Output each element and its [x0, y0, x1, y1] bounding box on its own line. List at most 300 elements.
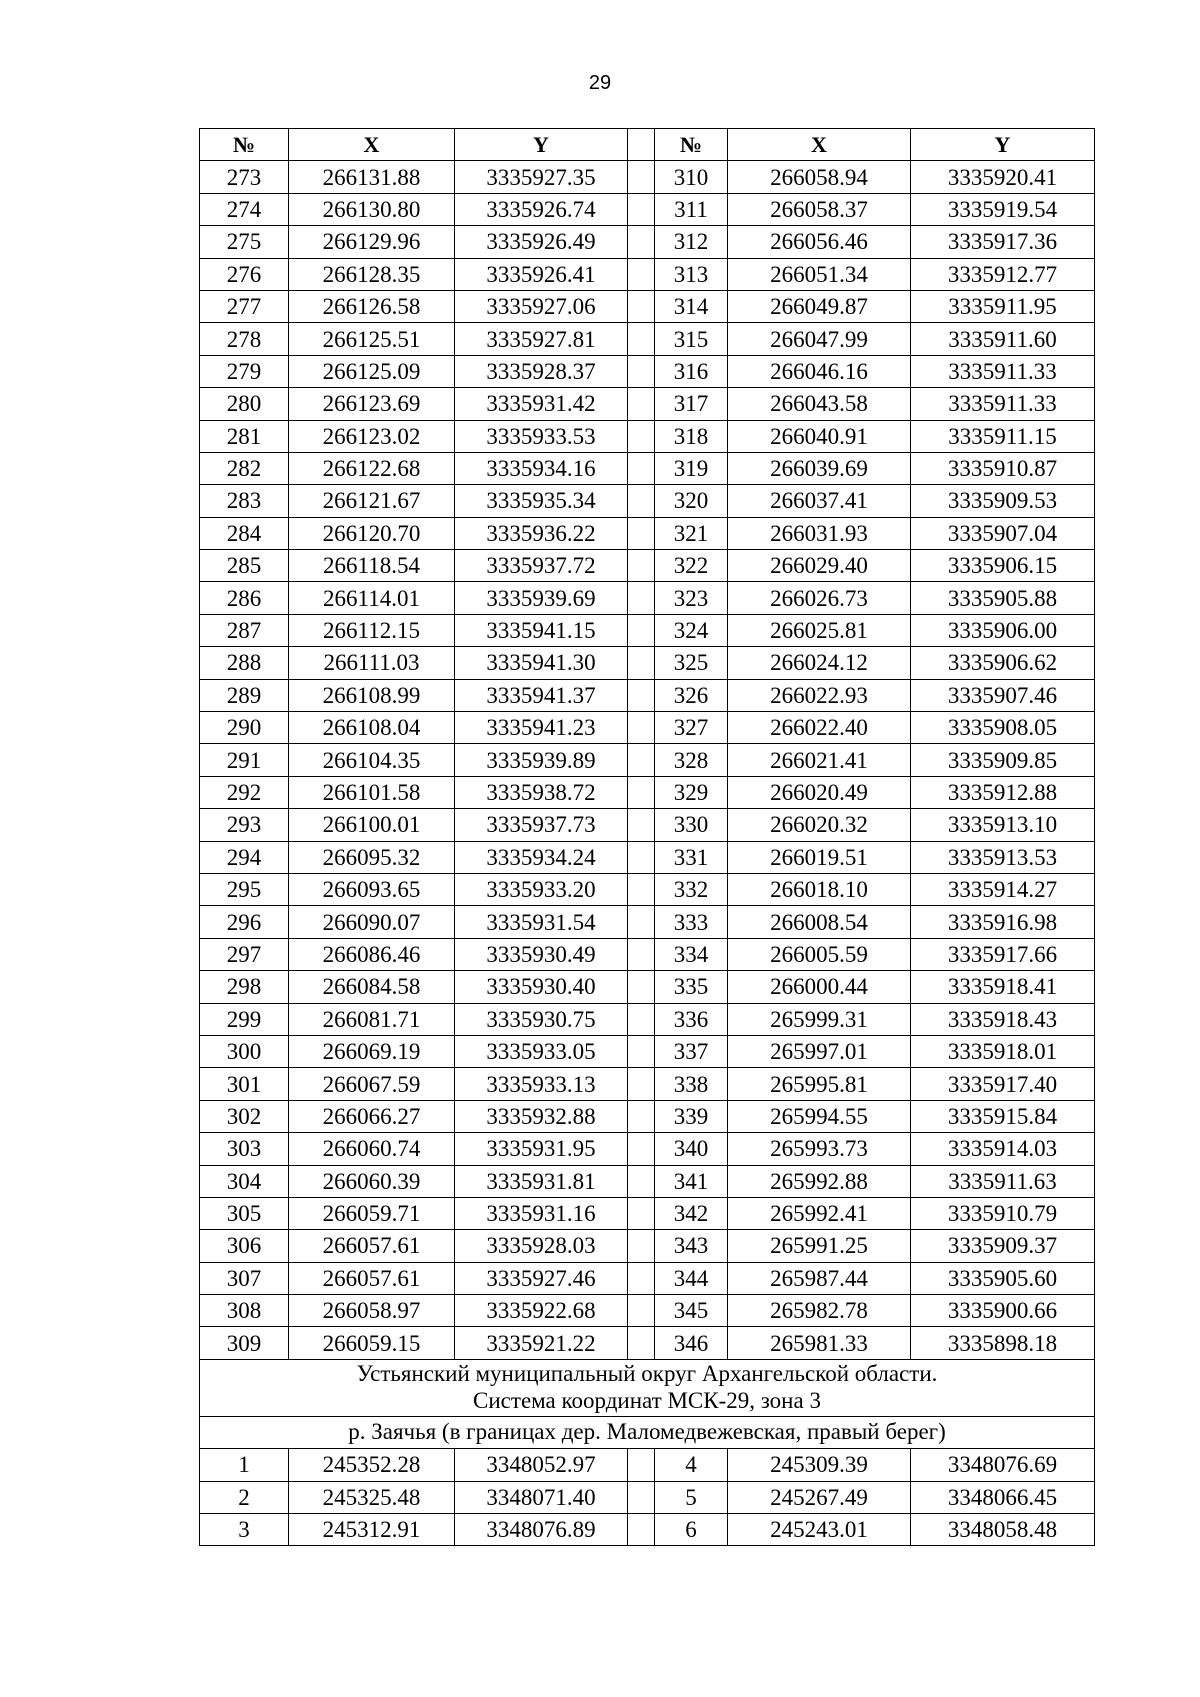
point-num-right: 315: [655, 323, 728, 355]
point-num-left: 303: [200, 1133, 289, 1165]
y-right: 3335917.36: [911, 226, 1095, 258]
point-num-right: 330: [655, 809, 728, 841]
x-left: 266123.02: [289, 420, 455, 452]
point-num-right: 335: [655, 971, 728, 1003]
header-num-right: №: [655, 129, 728, 161]
header-x-left: X: [289, 129, 455, 161]
point-num-left: 305: [200, 1197, 289, 1229]
gap-cell: [628, 1100, 655, 1132]
x-left: 266123.69: [289, 388, 455, 420]
y-right: 3335918.43: [911, 1003, 1095, 1035]
x-left: 266057.61: [289, 1230, 455, 1262]
gap-cell: [628, 323, 655, 355]
section-row: [200, 1359, 1095, 1416]
x-right: 266056.46: [728, 226, 911, 258]
second-rows: [200, 1449, 1095, 1546]
y-right: 3335907.04: [911, 517, 1095, 549]
table-row: [200, 1068, 1095, 1100]
point-num-right: 325: [655, 647, 728, 679]
main-rows: [200, 161, 1095, 1359]
point-num-right: 321: [655, 517, 728, 549]
table-row: [200, 161, 1095, 193]
gap-cell: [628, 1295, 655, 1327]
x-left: 266069.19: [289, 1035, 455, 1067]
point-num-left: 279: [200, 355, 289, 387]
point-num-right: 328: [655, 744, 728, 776]
x-left: 266060.74: [289, 1133, 455, 1165]
point-num-right: 316: [655, 355, 728, 387]
y-left: 3335933.05: [455, 1035, 628, 1067]
y-left: 3335933.53: [455, 420, 628, 452]
y-right: 3335911.60: [911, 323, 1095, 355]
point-num-left: 301: [200, 1068, 289, 1100]
x-right: 265999.31: [728, 1003, 911, 1035]
y-left: 3335939.69: [455, 582, 628, 614]
point-num-left: 288: [200, 647, 289, 679]
y-right: 3335906.00: [911, 614, 1095, 646]
x-right: 265982.78: [728, 1295, 911, 1327]
x-right: 266049.87: [728, 290, 911, 322]
point-num-left: 2: [200, 1481, 289, 1513]
table-row: [200, 776, 1095, 808]
x-right: 266000.44: [728, 971, 911, 1003]
gap-cell: [628, 1449, 655, 1481]
x-right: 266043.58: [728, 388, 911, 420]
x-right: 266058.94: [728, 161, 911, 193]
gap-cell: [628, 226, 655, 258]
x-left: 266095.32: [289, 841, 455, 873]
x-left: 245352.28: [289, 1449, 455, 1481]
point-num-left: 286: [200, 582, 289, 614]
gap-cell: [628, 809, 655, 841]
x-right: 266026.73: [728, 582, 911, 614]
y-left: 3335928.03: [455, 1230, 628, 1262]
table-row: [200, 1481, 1095, 1513]
point-num-left: 298: [200, 971, 289, 1003]
y-left: 3335932.88: [455, 1100, 628, 1132]
table-row: [200, 873, 1095, 905]
gap-cell: [628, 420, 655, 452]
x-right: 266021.41: [728, 744, 911, 776]
table-row: [200, 388, 1095, 420]
y-right: 3335917.66: [911, 938, 1095, 970]
gap-cell: [628, 193, 655, 225]
y-left: 3335941.23: [455, 712, 628, 744]
x-right: 266047.99: [728, 323, 911, 355]
section-title-line2: Система координат МСК-29, зона 3: [473, 1387, 821, 1413]
table-row: [200, 1327, 1095, 1359]
x-right: 265993.73: [728, 1133, 911, 1165]
x-right: 265995.81: [728, 1068, 911, 1100]
point-num-right: 324: [655, 614, 728, 646]
table-row: [200, 1100, 1095, 1132]
gap-cell: [628, 614, 655, 646]
gap-cell: [628, 1165, 655, 1197]
y-left: 3348071.40: [455, 1481, 628, 1513]
gap-cell: [628, 971, 655, 1003]
y-left: 3335931.54: [455, 906, 628, 938]
point-num-right: 338: [655, 1068, 728, 1100]
y-left: 3335931.95: [455, 1133, 628, 1165]
x-left: 266118.54: [289, 550, 455, 582]
y-right: 3335898.18: [911, 1327, 1095, 1359]
point-num-left: 284: [200, 517, 289, 549]
point-num-left: 306: [200, 1230, 289, 1262]
table-row: [200, 452, 1095, 484]
x-left: 266126.58: [289, 290, 455, 322]
point-num-right: 327: [655, 712, 728, 744]
x-right: 266022.40: [728, 712, 911, 744]
gap-cell: [628, 355, 655, 387]
table-row: [200, 517, 1095, 549]
y-right: 3335905.88: [911, 582, 1095, 614]
gap-cell: [628, 485, 655, 517]
gap-cell: [628, 1514, 655, 1546]
table-row: [200, 226, 1095, 258]
x-right: 265992.88: [728, 1165, 911, 1197]
x-right: 266018.10: [728, 873, 911, 905]
y-left: 3348052.97: [455, 1449, 628, 1481]
y-left: 3335927.06: [455, 290, 628, 322]
point-num-right: 329: [655, 776, 728, 808]
point-num-left: 1: [200, 1449, 289, 1481]
y-right: 3335908.05: [911, 712, 1095, 744]
gap-cell: [628, 679, 655, 711]
point-num-right: 319: [655, 452, 728, 484]
y-left: 3335926.41: [455, 258, 628, 290]
point-num-right: 312: [655, 226, 728, 258]
point-num-right: 346: [655, 1327, 728, 1359]
gap-cell: [628, 712, 655, 744]
point-num-left: 304: [200, 1165, 289, 1197]
y-right: 3335918.01: [911, 1035, 1095, 1067]
x-left: 266093.65: [289, 873, 455, 905]
table-row: [200, 582, 1095, 614]
y-left: 3335933.13: [455, 1068, 628, 1100]
y-left: 3335938.72: [455, 776, 628, 808]
x-right: 266037.41: [728, 485, 911, 517]
table-row: [200, 323, 1095, 355]
point-num-left: 290: [200, 712, 289, 744]
x-left: 266084.58: [289, 971, 455, 1003]
header-y-right: Y: [911, 129, 1095, 161]
gap-cell: [628, 776, 655, 808]
table-row: [200, 1295, 1095, 1327]
y-right: 3335911.33: [911, 388, 1095, 420]
table-row: [200, 679, 1095, 711]
y-left: 3335926.74: [455, 193, 628, 225]
x-left: 266128.35: [289, 258, 455, 290]
point-num-right: 336: [655, 1003, 728, 1035]
y-right: 3335906.15: [911, 550, 1095, 582]
y-right: 3335909.85: [911, 744, 1095, 776]
y-left: 3335928.37: [455, 355, 628, 387]
x-left: 266130.80: [289, 193, 455, 225]
point-num-right: 331: [655, 841, 728, 873]
header-y-left: Y: [455, 129, 628, 161]
x-left: 266108.04: [289, 712, 455, 744]
y-right: 3335913.10: [911, 809, 1095, 841]
y-left: 3335931.81: [455, 1165, 628, 1197]
y-left: 3335926.49: [455, 226, 628, 258]
point-num-right: 334: [655, 938, 728, 970]
point-num-left: 280: [200, 388, 289, 420]
point-num-left: 293: [200, 809, 289, 841]
y-left: 3335927.46: [455, 1262, 628, 1294]
table-row: [200, 1165, 1095, 1197]
x-left: 245325.48: [289, 1481, 455, 1513]
y-left: 3335941.15: [455, 614, 628, 646]
x-right: 265981.33: [728, 1327, 911, 1359]
point-num-right: 344: [655, 1262, 728, 1294]
x-right: 245309.39: [728, 1449, 911, 1481]
gap-cell: [628, 582, 655, 614]
header-num-left: №: [200, 129, 289, 161]
table-row: [200, 290, 1095, 322]
gap-cell: [628, 1003, 655, 1035]
table-row: [200, 744, 1095, 776]
table-row: [200, 1449, 1095, 1481]
point-num-right: 4: [655, 1449, 728, 1481]
x-left: 266114.01: [289, 582, 455, 614]
x-right: 266031.93: [728, 517, 911, 549]
y-right: 3335909.37: [911, 1230, 1095, 1262]
y-right: 3335914.03: [911, 1133, 1095, 1165]
gap-cell: [628, 290, 655, 322]
gap-cell: [628, 1068, 655, 1100]
x-right: 245243.01: [728, 1514, 911, 1546]
y-left: 3335930.75: [455, 1003, 628, 1035]
point-num-left: 292: [200, 776, 289, 808]
x-left: 266122.68: [289, 452, 455, 484]
y-right: 3335910.87: [911, 452, 1095, 484]
point-num-right: 6: [655, 1514, 728, 1546]
y-left: 3335936.22: [455, 517, 628, 549]
page-number: 29: [588, 72, 612, 94]
y-right: 3335905.60: [911, 1262, 1095, 1294]
point-num-left: 274: [200, 193, 289, 225]
y-left: 3335921.22: [455, 1327, 628, 1359]
y-right: 3335912.77: [911, 258, 1095, 290]
point-num-right: 323: [655, 582, 728, 614]
y-left: 3335930.40: [455, 971, 628, 1003]
point-num-left: 297: [200, 938, 289, 970]
gap-cell: [628, 1262, 655, 1294]
y-left: 3335927.81: [455, 323, 628, 355]
x-left: 266066.27: [289, 1100, 455, 1132]
point-num-right: 310: [655, 161, 728, 193]
x-right: 266020.49: [728, 776, 911, 808]
x-right: 266019.51: [728, 841, 911, 873]
x-left: 266108.99: [289, 679, 455, 711]
x-right: 265991.25: [728, 1230, 911, 1262]
y-right: 3348058.48: [911, 1514, 1095, 1546]
gap-cell: [628, 388, 655, 420]
y-right: 3335913.53: [911, 841, 1095, 873]
x-right: 266046.16: [728, 355, 911, 387]
y-right: 3335909.53: [911, 485, 1095, 517]
x-right: 266024.12: [728, 647, 911, 679]
x-right: 266051.34: [728, 258, 911, 290]
table-row: [200, 647, 1095, 679]
x-left: 266057.61: [289, 1262, 455, 1294]
point-num-left: 289: [200, 679, 289, 711]
x-left: 266131.88: [289, 161, 455, 193]
subsection-row: [200, 1416, 1095, 1448]
gap-cell: [628, 452, 655, 484]
subsection-title: р. Заячья (в границах дер. Маломедвежевская, правый берег): [200, 1416, 1095, 1448]
point-num-right: 320: [655, 485, 728, 517]
x-left: 266059.71: [289, 1197, 455, 1229]
point-num-right: 311: [655, 193, 728, 225]
y-right: 3348066.45: [911, 1481, 1095, 1513]
y-right: 3335917.40: [911, 1068, 1095, 1100]
x-right: 266029.40: [728, 550, 911, 582]
x-left: 266101.58: [289, 776, 455, 808]
header-x-right: X: [728, 129, 911, 161]
x-left: 266058.97: [289, 1295, 455, 1327]
point-num-left: 299: [200, 1003, 289, 1035]
x-left: 266125.51: [289, 323, 455, 355]
x-right: 266020.32: [728, 809, 911, 841]
y-left: 3335930.49: [455, 938, 628, 970]
point-num-right: 326: [655, 679, 728, 711]
point-num-left: 300: [200, 1035, 289, 1067]
y-left: 3335922.68: [455, 1295, 628, 1327]
y-right: 3335907.46: [911, 679, 1095, 711]
y-left: 3335934.16: [455, 452, 628, 484]
point-num-right: 345: [655, 1295, 728, 1327]
point-num-right: 317: [655, 388, 728, 420]
table-row: [200, 971, 1095, 1003]
x-left: 266112.15: [289, 614, 455, 646]
table-row: [200, 258, 1095, 290]
section-title-line1: Устьянский муниципальный округ Архангельской области.: [356, 1361, 938, 1387]
x-right: 266005.59: [728, 938, 911, 970]
y-right: 3335911.63: [911, 1165, 1095, 1197]
point-num-left: 277: [200, 290, 289, 322]
x-right: 245267.49: [728, 1481, 911, 1513]
table-row: [200, 1035, 1095, 1067]
x-right: 265987.44: [728, 1262, 911, 1294]
y-left: 3335941.37: [455, 679, 628, 711]
point-num-right: 314: [655, 290, 728, 322]
y-right: 3335918.41: [911, 971, 1095, 1003]
table-row: [200, 550, 1095, 582]
x-left: 266121.67: [289, 485, 455, 517]
point-num-left: 287: [200, 614, 289, 646]
point-num-right: 333: [655, 906, 728, 938]
point-num-right: 339: [655, 1100, 728, 1132]
x-right: 266040.91: [728, 420, 911, 452]
y-right: 3335920.41: [911, 161, 1095, 193]
table-row: [200, 841, 1095, 873]
gap-cell: [628, 906, 655, 938]
coordinates-table: [199, 128, 1095, 1546]
table-row: [200, 938, 1095, 970]
point-num-left: 285: [200, 550, 289, 582]
table-row: [200, 193, 1095, 225]
point-num-right: 5: [655, 1481, 728, 1513]
point-num-left: 307: [200, 1262, 289, 1294]
point-num-right: 332: [655, 873, 728, 905]
table-row: [200, 355, 1095, 387]
y-right: 3335911.33: [911, 355, 1095, 387]
x-left: 266090.07: [289, 906, 455, 938]
table-row: [200, 1514, 1095, 1546]
x-left: 266086.46: [289, 938, 455, 970]
point-num-right: 322: [655, 550, 728, 582]
y-right: 3335900.66: [911, 1295, 1095, 1327]
y-right: 3335916.98: [911, 906, 1095, 938]
gap-cell: [628, 517, 655, 549]
point-num-left: 291: [200, 744, 289, 776]
x-left: 266100.01: [289, 809, 455, 841]
point-num-left: 273: [200, 161, 289, 193]
y-left: 3335931.42: [455, 388, 628, 420]
gap-cell: [628, 550, 655, 582]
point-num-left: 3: [200, 1514, 289, 1546]
y-left: 3335933.20: [455, 873, 628, 905]
table-row: [200, 712, 1095, 744]
x-right: 265994.55: [728, 1100, 911, 1132]
point-num-right: 343: [655, 1230, 728, 1262]
y-right: 3335919.54: [911, 193, 1095, 225]
point-num-left: 278: [200, 323, 289, 355]
point-num-left: 294: [200, 841, 289, 873]
x-left: 266067.59: [289, 1068, 455, 1100]
table-row: [200, 1133, 1095, 1165]
y-left: 3335937.72: [455, 550, 628, 582]
gap-cell: [628, 1197, 655, 1229]
y-left: 3335927.35: [455, 161, 628, 193]
y-left: 3335934.24: [455, 841, 628, 873]
table-row: [200, 1230, 1095, 1262]
gap-cell: [628, 1035, 655, 1067]
x-right: 266025.81: [728, 614, 911, 646]
x-right: 265997.01: [728, 1035, 911, 1067]
x-right: 266039.69: [728, 452, 911, 484]
section-title: [200, 1359, 1095, 1416]
gap-cell: [628, 938, 655, 970]
y-right: 3335914.27: [911, 873, 1095, 905]
x-left: 266129.96: [289, 226, 455, 258]
point-num-right: 313: [655, 258, 728, 290]
point-num-left: 282: [200, 452, 289, 484]
point-num-right: 318: [655, 420, 728, 452]
gap-cell: [628, 1327, 655, 1359]
y-right: 3335906.62: [911, 647, 1095, 679]
gap-cell: [628, 161, 655, 193]
x-left: 266059.15: [289, 1327, 455, 1359]
point-num-right: 341: [655, 1165, 728, 1197]
y-left: 3335931.16: [455, 1197, 628, 1229]
point-num-right: 342: [655, 1197, 728, 1229]
x-right: 265992.41: [728, 1197, 911, 1229]
x-left: 266120.70: [289, 517, 455, 549]
x-left: 266125.09: [289, 355, 455, 387]
y-left: 3335937.73: [455, 809, 628, 841]
table-row: [200, 1003, 1095, 1035]
gap-cell: [628, 873, 655, 905]
point-num-left: 283: [200, 485, 289, 517]
x-right: 266022.93: [728, 679, 911, 711]
y-right: 3348076.69: [911, 1449, 1095, 1481]
gap-cell: [628, 1481, 655, 1513]
gap-cell: [628, 647, 655, 679]
y-left: 3335941.30: [455, 647, 628, 679]
y-right: 3335910.79: [911, 1197, 1095, 1229]
